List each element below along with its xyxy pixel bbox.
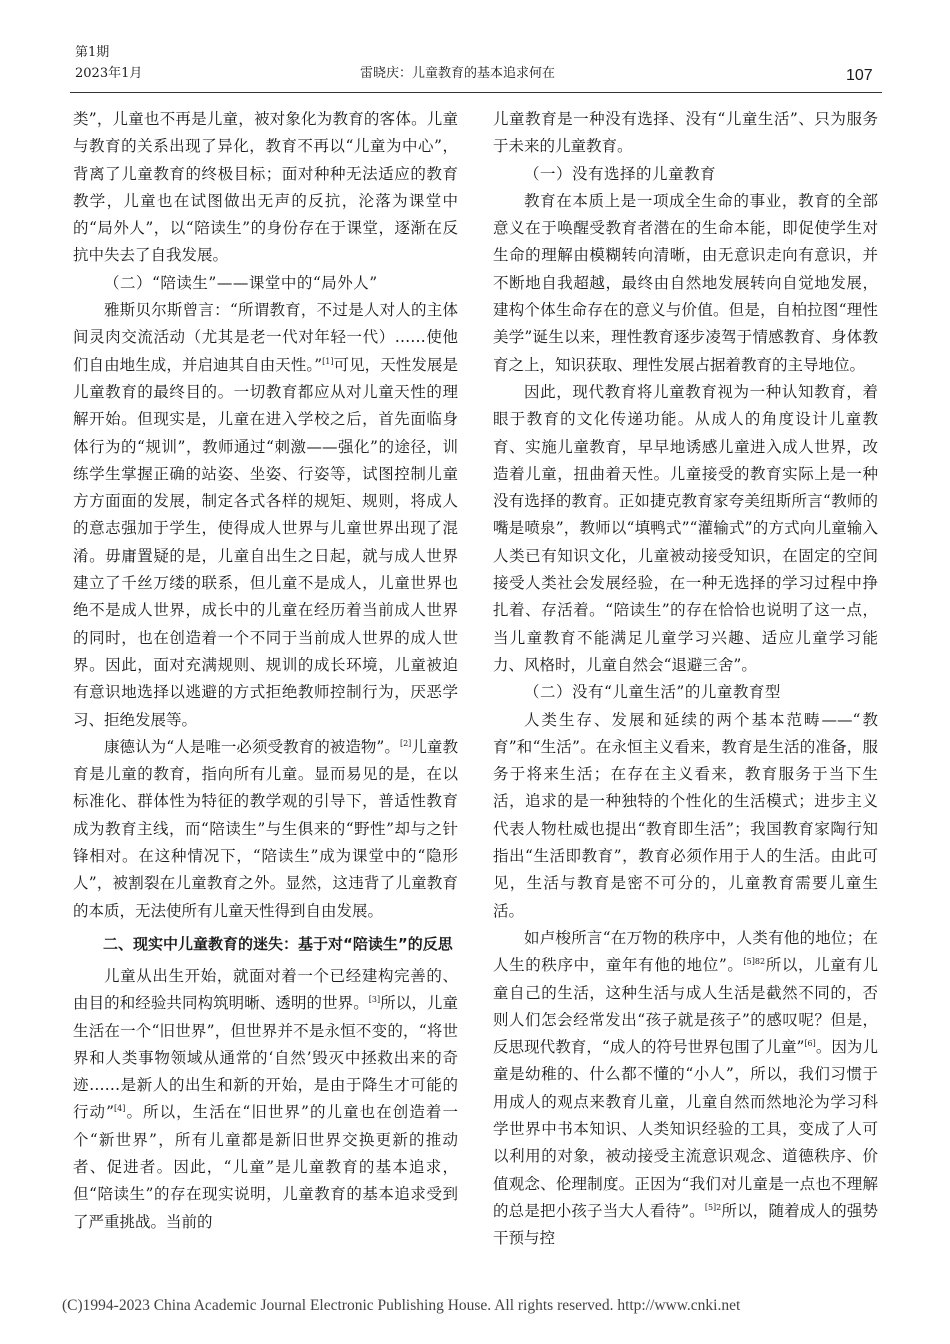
paragraph-text: 儿童教育是儿童的教育，指向所有儿童。显而易见的是，在以标准化、群体性为特征的教学观的引导下，普适性教育成为教育主线，而“陪读生”与生俱来的“野性”却与之针锋相对。在这种情况下，“陪读生”成为课堂中的“隐形人”，被割裂在儿童教育之外。显然，这违背了儿童教育的本质，无法使所有儿童天性得到自由发展。 bbox=[73, 737, 458, 920]
citation-ref: [6] bbox=[804, 1039, 816, 1049]
paragraph-text: 雅斯贝尔斯曾言：“所谓教育，不过是人对人的主体间灵肉交流活动（尤其是老一代对年轻一代）……使他们自由地生成，并启迪其自由天性。” bbox=[73, 301, 458, 374]
paragraph: 因此，现代教育将儿童教育视为一种认知教育，着眼于教育的文化传递功能。从成人的角度设计儿童教育、实施儿童教育，早早地诱感儿童进入成人世界，改造着儿童，扭曲着天性。儿童接受的教育实际上是一种没有选择的教育。正如捷克教育家夸美纽斯所言“教师的嘴是喷泉”，教师以“填鸭式”“灌输式”的方式向儿童输入人类已有知识文化，儿童被动接受知识，在固定的空间接受人类社会发展经验，在一种无选择的学习过程中挣扎着、存活着。“陪读生”的存在恰恰也说明了这一点，当儿童教育不能满足儿童学习兴趣、适应儿童学习能力、风格时，儿童自然会“退避三舍”。 bbox=[493, 382, 878, 674]
paragraph-text: 儿童从出生开始，就面对着一个已经建构完善的、由目的和经验共同构筑明晰、透明的世界。 bbox=[73, 966, 458, 1013]
header-divider bbox=[70, 92, 882, 93]
paragraph bbox=[73, 297, 458, 734]
copyright-footer: (C)1994-2023 China Academic Journal Electronic Publishing House. All rights reserved. http://www.cnki.net bbox=[62, 1297, 741, 1314]
header-page-number: 107 bbox=[846, 67, 873, 84]
paragraph-text: 可见，天性发展是儿童教育的最终目的。一切教育都应从对儿童天性的理解开始。但现实是，儿童在进入学校之后，首先面临身体行为的“规训”，教师通过“刺激——强化”的途径，训练学生掌握正确的站姿、坐姿、行姿等，试图控制儿童方方面面的发展，制定各式各样的规矩、规则，将成人的意志强加于学生，使得成人世界与儿童世界出现了混淆。毋庸置疑的是，儿童自出生之日起，就与成人世界建立了千丝万缕的联系，但儿童不是成人，儿童世界也绝不是成人世界，成长中的儿童在经历着当前成人世界的同时，也在创造着一个不同于当前成人世界的成人世界。因此，面对充满规则、规训的成长环境，儿童被迫有意识地选择以逃避的方式拒绝教师控制行为，厌恶学习、拒绝发展等。 bbox=[73, 355, 458, 729]
header-issue: 第1期 bbox=[75, 45, 110, 60]
paragraph: 类”，儿童也不再是儿童，被对象化为教育的客体。儿童与教育的关系出现了异化，教育不再以“儿童为中心”，背离了儿童教育的终极目标；面对种种无法适应的教育教学，儿童也在试图做出无声的反抗，沦落为课堂中的“局外人”，以“陪读生”的身份存在于课堂，逐渐在反抗中失去了自我发展。 bbox=[73, 110, 458, 265]
left-column bbox=[73, 106, 458, 1236]
paragraph-text: 康德认为“人是唯一必须受教育的被造物”。 bbox=[104, 737, 400, 756]
paragraph: 人类生存、发展和延续的两个基本范畴——“教育”和“生活”。在永恒主义看来，教育是生活的准备，服务于将来生活；在存在主义看来，教育服务于当下生活，追求的是一种独特的个性化的生活模式；进步主义代表人物杜威也提出“教育即生活”；我国教育家陶行知指出“生活即教育”，教育必须作用于人的生活。由此可见，生活与教育是密不可分的，儿童教育需要儿童生活。 bbox=[493, 710, 878, 920]
paragraph-text: 。因为儿童是幼稚的、什么都不懂的“小人”，所以，我们习惯于用成人的观点来教育儿童，儿童自然而然地沦为学习科学世界中书本知识、人类知识经验的工具，变成了人可以利用的对象，被动接受主流意识观念、道德秩序、价值观念、伦理制度。正因为“我们对儿童是一点也不理解的总是把小孩子当大人看待”。 bbox=[493, 1038, 878, 1220]
subsection-heading: （一）没有选择的儿童教育 bbox=[524, 164, 717, 183]
header-running-title: 雷晓庆：儿童教育的基本追求何在 bbox=[360, 66, 556, 81]
paragraph-text: 所以，儿童有儿童自己的生活，这种生活与成人生活是截然不同的，否则人们怎会经常发出“孩子就是孩子”的感叹呢？但是，反思现代教育，“成人的符号世界包围了儿童” bbox=[493, 956, 878, 1057]
header-date: 2023年1月 bbox=[75, 66, 143, 81]
right-column bbox=[493, 106, 878, 1252]
paragraph-text: 所以，儿童生活在一个“旧世界”，但世界并不是永恒不变的，“将世界和人类事物领域从通常的‘自然’毁灭中拯救出来的奇迹……是新人的出生和新的开始，是由于降生才可能的行动” bbox=[73, 994, 458, 1122]
paragraph-text: 。所以，生活在“旧世界”的儿童也在创造着一个“新世界”，所有儿童都是新旧世界交换更新的推动者、促进者。因此，“儿童”是儿童教育的基本追求，但“陪读生”的存在现实说明，儿童教育的基本追求受到了严重挑战。当前的 bbox=[73, 1103, 458, 1231]
citation-ref: [3] bbox=[368, 995, 381, 1005]
section-heading: 二、现实中儿童教育的迷失：基于对“陪读生”的反思 bbox=[103, 934, 453, 953]
paragraph-text: 如卢梭所言“在万物的秩序中，人类有他的地位；在人生的秩序中，童年有他的地位”。 bbox=[493, 928, 878, 975]
citation-ref: [4] bbox=[114, 1104, 126, 1114]
paragraph bbox=[73, 734, 458, 925]
subsection-heading: （二）“陪读生”——课堂中的“局外人” bbox=[104, 273, 378, 292]
paragraph bbox=[73, 963, 458, 1236]
paragraph bbox=[493, 925, 878, 1253]
paragraph-text: 所以，随着成人的强势干预与控 bbox=[493, 1201, 878, 1248]
citation-ref: [2] bbox=[399, 738, 412, 748]
paragraph: 儿童教育是一种没有选择、没有“儿童生活”、只为服务于未来的儿童教育。 bbox=[493, 110, 878, 156]
citation-ref: [1] bbox=[322, 356, 334, 366]
paragraph: 教育在本质上是一项成全生命的事业，教育的全部意义在于唤醒受教育者潜在的生命本能，即促使学生对生命的理解由模糊转向清晰，由无意识走向有意识，并不断地自我超越，最终由自然地发展转向自觉地发展，建构个体生命存在的意义与价值。但是，自柏拉图“理性美学”诞生以来，理性教育逐步凌驾于情感教育、身体教育之上，知识获取、理性发展占据着教育的主导地位。 bbox=[493, 191, 878, 374]
citation-ref: [5]82 bbox=[743, 957, 766, 967]
subsection-heading: （二）没有“儿童生活”的儿童教育型 bbox=[524, 683, 781, 702]
citation-ref: [5]2 bbox=[704, 1202, 722, 1212]
